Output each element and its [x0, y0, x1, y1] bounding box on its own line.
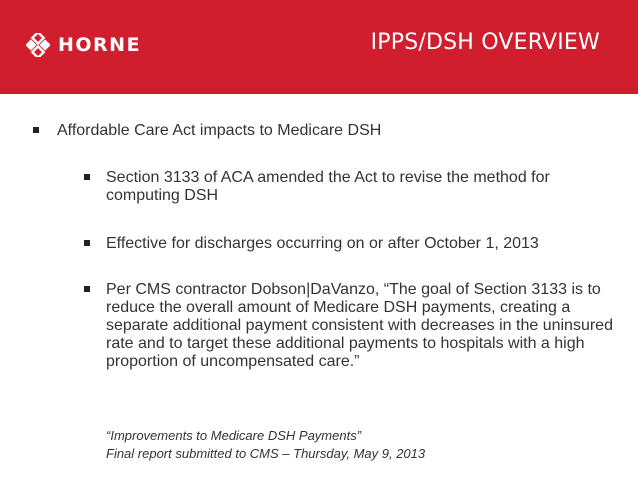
bullet-text: Per CMS contractor Dobson|DaVanzo, “The goal of Section 3133 is to reduce the overall amount of Medicare DSH payments, creating a separate additional payment consistent with decreases in the uninsured rate and to target these additional payments to hospitals with a high proportion of uncompensated care.”: [106, 281, 613, 370]
bullet-text: Section 3133 of ACA amended the Act to revise the method for computing DSH: [106, 169, 550, 204]
square-bullet-icon: [84, 174, 90, 180]
bullet-level2: [84, 169, 614, 205]
bullet-text: Effective for discharges occurring on or after October 1, 2013: [106, 235, 539, 252]
citation-title: “Improvements to Medicare DSH Payments”: [106, 428, 362, 443]
horne-diamond-icon: [26, 33, 50, 57]
bullet-level2: [84, 235, 614, 253]
slide-title: IPPS/DSH OVERVIEW: [370, 30, 600, 55]
bullet-level1: [33, 122, 623, 140]
bullet-text: Affordable Care Act impacts to Medicare DSH: [57, 122, 382, 139]
logo-text: HORNE: [58, 34, 142, 56]
header-bar: [0, 0, 638, 94]
square-bullet-icon: [84, 286, 90, 292]
square-bullet-icon: [33, 127, 39, 133]
citation: [106, 427, 606, 463]
horne-logo: [26, 33, 141, 57]
citation-source: Final report submitted to CMS – Thursday, May 9, 2013: [106, 446, 426, 461]
square-bullet-icon: [84, 240, 90, 246]
bullet-level2: [84, 281, 614, 371]
